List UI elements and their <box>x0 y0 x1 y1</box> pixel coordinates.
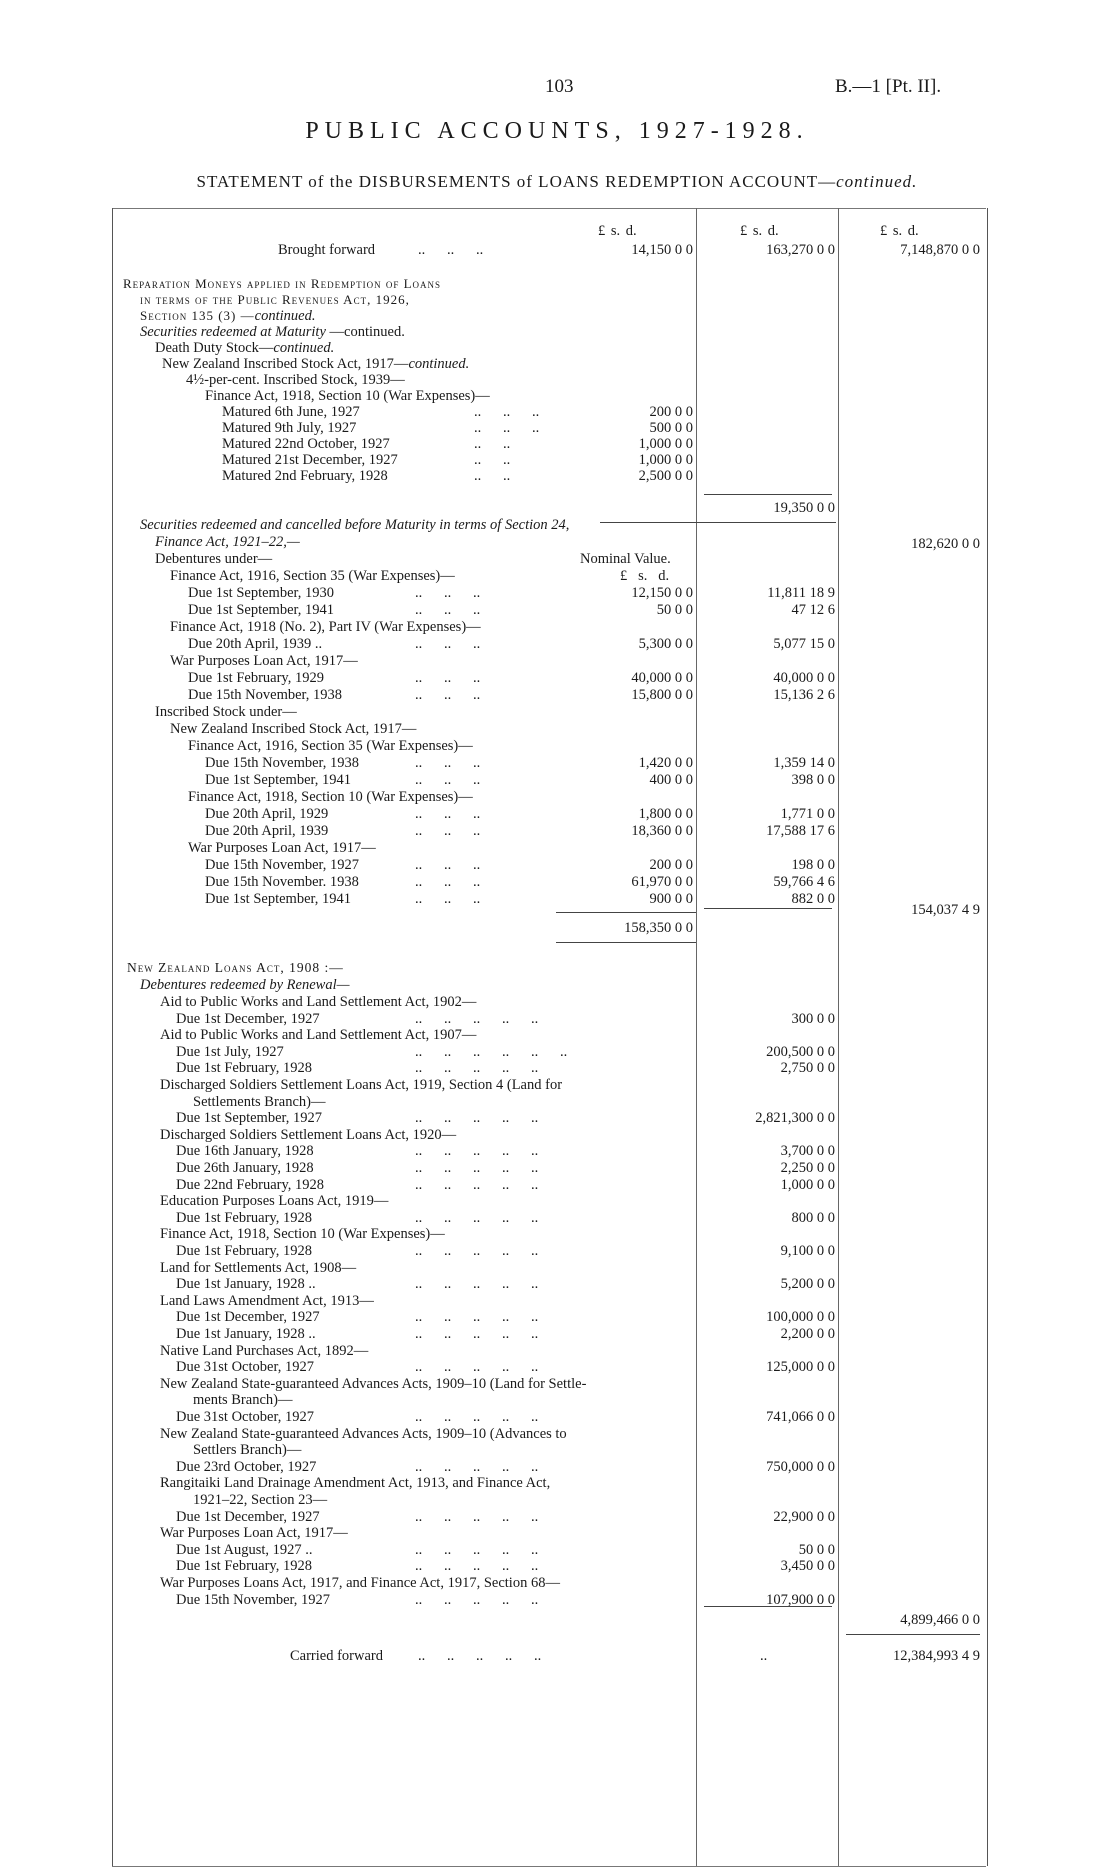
nominal-value-amount: 61,970 0 0 <box>631 874 693 890</box>
redemption-line-label: Due 20th April, 1939 <box>205 823 329 839</box>
act-heading: Inscribed Stock under— <box>155 704 297 720</box>
section2-total: 154,037 4 9 <box>911 902 980 918</box>
redemption-cost-amount: 17,588 17 6 <box>766 823 835 839</box>
death-duty-stock <box>155 340 334 357</box>
nz-inscribed-stock-act <box>162 356 469 373</box>
redemption-line-dots: .. .. .. <box>415 806 481 822</box>
matured-item-dots: .. .. <box>474 452 511 468</box>
section1-heading-line3a: Section 135 (3) — <box>140 308 255 323</box>
redemption-line-label: Due 1st September, 1941 <box>188 602 335 618</box>
act-heading: New Zealand Inscribed Stock Act, 1917— <box>170 721 417 737</box>
renewal-line-dots: .. .. .. .. .. <box>415 1276 539 1293</box>
matured-item-label: Matured 9th July, 1927 <box>222 420 357 436</box>
renewal-amount: 800 0 0 <box>791 1209 835 1226</box>
redemption-line-label: Due 15th November. 1938 <box>205 874 359 890</box>
debentures-under: Debentures under— <box>155 551 273 567</box>
inscribed-stock-1939: 4½-per-cent. Inscribed Stock, 1939— <box>186 372 405 388</box>
nz-inscribed-stock-act-b: continued. <box>408 356 470 372</box>
redemption-line-label: Due 1st September, 1941 <box>205 772 352 788</box>
renewal-line-dots: .. .. .. .. .. <box>415 1326 539 1342</box>
redemption-line-dots: .. .. .. <box>415 755 481 771</box>
section2-heading-line2: Finance Act, 1921–22,— <box>155 534 300 550</box>
renewal-amount: 200,500 0 0 <box>766 1043 835 1060</box>
matured-item-label: Matured 22nd October, 1927 <box>222 436 390 452</box>
renewal-line-dots: .. .. .. .. .. <box>415 1591 539 1608</box>
redemption-line-label: Due 15th November, 1927 <box>205 857 360 873</box>
redemption-cost-amount: 882 0 0 <box>791 891 835 907</box>
redemption-cost-amount: 398 0 0 <box>791 772 835 788</box>
renewal-line-label: Land for Settlements Act, 1908— <box>160 1259 357 1276</box>
renewal-line-label: ments Branch)— <box>193 1392 293 1409</box>
renewal-line-dots: .. .. .. .. .. <box>415 1060 539 1077</box>
redemption-line-label: Due 15th November, 1938 <box>205 755 360 771</box>
securities-at-maturity-b: —continued. <box>325 324 405 340</box>
nominal-total-rule <box>556 912 696 913</box>
column-heading-3: £ s. d. <box>880 223 919 239</box>
renewal-line-label: Rangitaiki Land Drainage Amendment Act, 1913, and Finance Act, <box>160 1475 551 1492</box>
renewal-line-label: Due 1st February, 1928 <box>176 1243 312 1259</box>
death-duty-stock-b: continued. <box>273 340 335 356</box>
act-heading: Finance Act, 1918, Section 10 (War Expenses)— <box>188 789 473 805</box>
death-duty-stock-a: Death Duty Stock— <box>155 340 274 356</box>
redemption-cost-amount: 15,136 2 6 <box>773 687 835 703</box>
column-rule-2 <box>838 208 839 1866</box>
matured-item-amount: 1,000 0 0 <box>638 436 693 452</box>
renewal-line-label: Due 23rd October, 1927 <box>176 1458 317 1475</box>
redemption-cost-amount: 1,771 0 0 <box>780 806 835 822</box>
act-heading: War Purposes Loan Act, 1917— <box>170 653 358 669</box>
nominal-total: 158,350 0 0 <box>624 920 693 936</box>
renewal-line-label: Due 1st December, 1927 <box>176 1010 320 1027</box>
nominal-value-amount: 1,800 0 0 <box>638 806 693 822</box>
matured-item-label: Matured 2nd February, 1928 <box>222 468 388 484</box>
renewal-amount: 9,100 0 0 <box>780 1243 835 1259</box>
carried-forward-total: 12,384,993 4 9 <box>893 1648 980 1664</box>
renewal-amount: 741,066 0 0 <box>766 1409 835 1425</box>
renewal-line-dots: .. .. .. .. .. <box>415 1541 539 1558</box>
renewal-line-label: Settlements Branch)— <box>193 1093 326 1110</box>
redemption-line-dots: .. .. .. <box>415 687 481 703</box>
renewal-line-label: Due 16th January, 1928 <box>176 1143 314 1160</box>
debentures-by-renewal: Debentures redeemed by Renewal— <box>140 977 350 993</box>
redemption-cost-amount: 47 12 6 <box>791 602 835 618</box>
act-heading: Finance Act, 1916, Section 35 (War Expenses)— <box>188 738 473 754</box>
renewal-line-label: Aid to Public Works and Land Settlement Act, 1902— <box>160 994 477 1010</box>
renewal-line-label: Due 1st August, 1927 .. <box>176 1541 313 1558</box>
section3-total-rule <box>704 1606 832 1607</box>
column-heading-2: £ s. d. <box>740 223 779 239</box>
matured-item-amount: 1,000 0 0 <box>638 452 693 468</box>
renewal-line-label: 1921–22, Section 23— <box>193 1492 328 1508</box>
matured-item-dots: .. .. .. <box>474 404 540 420</box>
section1-total-rule <box>600 522 836 523</box>
redemption-line-label: Due 20th April, 1929 <box>205 806 329 822</box>
redemption-line-dots: .. .. .. <box>415 772 481 788</box>
renewal-line-label: Due 1st January, 1928 .. <box>176 1276 316 1293</box>
renewal-line-label: New Zealand State-guaranteed Advances Acts, 1909–10 (Land for Settle- <box>160 1375 587 1392</box>
securities-at-maturity <box>140 324 405 341</box>
renewal-line-dots: .. .. .. .. .. <box>415 1110 539 1127</box>
renewal-line-dots: .. .. .. .. .. <box>415 1143 539 1160</box>
redemption-line-label: Due 15th November, 1938 <box>188 687 343 703</box>
redemption-cost-amount: 11,811 18 9 <box>767 585 835 601</box>
renewal-amount: 2,250 0 0 <box>780 1160 835 1176</box>
renewal-line-dots: .. .. .. .. .. <box>415 1458 539 1475</box>
finance-act-1918-s10: Finance Act, 1918, Section 10 (War Expenses)— <box>205 388 490 404</box>
renewal-amount: 22,900 0 0 <box>773 1508 835 1525</box>
renewal-line-label: Due 31st October, 1927 <box>176 1359 314 1376</box>
securities-at-maturity-a: Securities redeemed at Maturity <box>140 324 326 340</box>
section1-heading-line3 <box>140 308 315 325</box>
nominal-value-amount: 5,300 0 0 <box>638 636 693 652</box>
renewal-line-label: Due 26th January, 1928 <box>176 1160 314 1176</box>
redemption-line-dots: .. .. .. <box>415 670 481 686</box>
renewal-amount: 2,821,300 0 0 <box>755 1110 835 1127</box>
renewal-line-label: Aid to Public Works and Land Settlement Act, 1907— <box>160 1027 477 1044</box>
matured-item-amount: 200 0 0 <box>649 404 693 420</box>
renewal-line-label: Due 1st December, 1927 <box>176 1508 320 1525</box>
matured-item-dots: .. .. <box>474 468 511 484</box>
matured-item-dots: .. .. <box>474 436 511 452</box>
carried-forward-label: Carried forward <box>290 1648 383 1664</box>
brought-forward-col1: 14,150 0 0 <box>631 242 693 258</box>
renewal-amount: 107,900 0 0 <box>766 1591 835 1608</box>
section1-subtotal-rule <box>704 494 832 495</box>
redemption-line-dots: .. .. .. <box>415 874 481 890</box>
renewal-amount: 3,450 0 0 <box>780 1558 835 1575</box>
section2-total-rule <box>556 942 696 943</box>
redemption-cost-amount: 40,000 0 0 <box>773 670 835 686</box>
section1-heading-line3b: continued. <box>254 308 316 324</box>
renewal-amount: 300 0 0 <box>791 1010 835 1027</box>
renewal-line-dots: .. .. .. .. .. <box>415 1160 539 1176</box>
column-rule-1 <box>696 208 697 1866</box>
section2-subtotal-rule <box>704 908 832 909</box>
renewal-line-label: New Zealand State-guaranteed Advances Acts, 1909–10 (Advances to <box>160 1425 567 1442</box>
renewal-line-label: Finance Act, 1918, Section 10 (War Expenses)— <box>160 1226 445 1243</box>
renewal-line-label: Due 15th November, 1927 <box>176 1591 331 1608</box>
renewal-line-dots: .. .. .. .. .. <box>415 1010 539 1027</box>
renewal-line-label: Discharged Soldiers Settlement Loans Act, 1920— <box>160 1126 457 1143</box>
subtitle-main: STATEMENT of the DISBURSEMENTS of LOANS REDEMPTION ACCOUNT— <box>196 172 837 191</box>
renewal-amount: 5,200 0 0 <box>780 1276 835 1293</box>
redemption-line-label: Due 1st September, 1930 <box>188 585 335 601</box>
renewal-amount: 1,000 0 0 <box>780 1176 835 1193</box>
renewal-amount: 2,750 0 0 <box>780 1060 835 1077</box>
matured-item-dots: .. .. .. <box>474 420 540 436</box>
redemption-line-label: Due 1st February, 1929 <box>188 670 324 686</box>
renewal-amount: 100,000 0 0 <box>766 1309 835 1326</box>
renewal-line-dots: .. .. .. .. .. <box>415 1176 539 1193</box>
nz-loans-act-heading: New Zealand Loans Act, 1908 :— <box>127 960 344 975</box>
renewal-line-label: War Purposes Loans Act, 1917, and Finance Act, 1917, Section 68— <box>160 1575 560 1591</box>
nominal-value-amount: 200 0 0 <box>649 857 693 873</box>
renewal-line-dots: .. .. .. .. .. <box>415 1558 539 1575</box>
renewal-line-dots: .. .. .. .. .. <box>415 1309 539 1326</box>
brought-forward-col3: 7,148,870 0 0 <box>900 242 980 258</box>
nominal-value-amount: 1,420 0 0 <box>638 755 693 771</box>
renewal-line-dots: .. .. .. .. .. <box>415 1359 539 1376</box>
matured-item-amount: 2,500 0 0 <box>638 468 693 484</box>
carried-forward-col2-dots: .. <box>760 1648 768 1664</box>
nominal-value-amount: 50 0 0 <box>656 602 693 618</box>
page-title: PUBLIC ACCOUNTS, 1927-1928. <box>305 118 809 144</box>
nz-inscribed-stock-act-a: New Zealand Inscribed Stock Act, 1917— <box>162 356 409 372</box>
redemption-cost-amount: 59,766 4 6 <box>773 874 835 890</box>
matured-item-label: Matured 6th June, 1927 <box>222 404 360 420</box>
redemption-line-dots: .. .. .. <box>415 891 481 907</box>
renewal-amount: 50 0 0 <box>798 1541 835 1558</box>
nominal-value-amount: 900 0 0 <box>649 891 693 907</box>
renewal-line-label: Discharged Soldiers Settlement Loans Act, 1919, Section 4 (Land for <box>160 1077 563 1093</box>
document-reference: B.—1 [Pt. II]. <box>835 76 942 97</box>
renewal-line-label: Due 1st January, 1928 .. <box>176 1326 316 1342</box>
matured-item-amount: 500 0 0 <box>649 420 693 436</box>
renewal-line-label: Education Purposes Loans Act, 1919— <box>160 1193 389 1210</box>
nominal-value-amount: 400 0 0 <box>649 772 693 788</box>
subtitle-continued: continued. <box>836 172 918 191</box>
renewal-line-label: Due 1st February, 1928 <box>176 1209 312 1226</box>
renewal-line-label: Due 1st December, 1927 <box>176 1309 320 1326</box>
section1-heading-line1: Reparation Moneys applied in Redemption of Loans <box>123 276 442 291</box>
redemption-cost-amount: 5,077 15 0 <box>773 636 835 652</box>
renewal-line-dots: .. .. .. .. .. <box>415 1508 539 1525</box>
redemption-line-dots: .. .. .. <box>415 823 481 839</box>
section1-heading-line2: in terms of the Public Revenues Act, 1926, <box>140 292 410 307</box>
redemption-line-label: Due 20th April, 1939 .. <box>188 636 323 652</box>
section2-heading-line1: Securities redeemed and cancelled before Maturity in terms of Section 24, <box>140 517 570 533</box>
nominal-value-amount: 18,360 0 0 <box>631 823 693 839</box>
redemption-line-dots: .. .. .. <box>415 857 481 873</box>
redemption-line-dots: .. .. .. <box>415 636 481 652</box>
nominal-value-amount: 15,800 0 0 <box>631 687 693 703</box>
fa-1916-s35: Finance Act, 1916, Section 35 (War Expenses)— <box>170 568 455 584</box>
renewal-line-dots: .. .. .. .. .. <box>415 1243 539 1259</box>
renewal-amount: 125,000 0 0 <box>766 1359 835 1376</box>
column-heading-1: £ s. d. <box>598 223 637 239</box>
redemption-cost-amount: 198 0 0 <box>791 857 835 873</box>
renewal-line-label: Due 1st September, 1927 <box>176 1110 323 1127</box>
section3-total: 4,899,466 0 0 <box>900 1612 980 1629</box>
redemption-line-label: Due 1st September, 1941 <box>205 891 352 907</box>
renewal-amount: 3,700 0 0 <box>780 1143 835 1160</box>
brought-forward-dots: .. .. .. <box>418 242 484 258</box>
renewal-line-dots: .. .. .. .. .. <box>415 1209 539 1226</box>
carried-forward-dots: .. .. .. .. .. <box>418 1648 542 1664</box>
brought-forward-col2: 163,270 0 0 <box>766 242 835 258</box>
nominal-value-heading: Nominal Value. <box>580 551 671 567</box>
redemption-cost-amount: 1,359 14 0 <box>773 755 835 771</box>
renewal-line-label: Due 1st July, 1927 <box>176 1043 284 1060</box>
section3-total-underline <box>846 1634 980 1635</box>
section1-subtotal: 19,350 0 0 <box>773 500 835 516</box>
renewal-amount: 750,000 0 0 <box>766 1458 835 1475</box>
nominal-value-units: £ s. d. <box>620 568 670 584</box>
renewal-line-dots: .. .. .. .. .. .. <box>415 1043 568 1060</box>
renewal-line-label: Due 31st October, 1927 <box>176 1409 314 1425</box>
renewal-amount: 2,200 0 0 <box>780 1326 835 1342</box>
renewal-line-label: Due 22nd February, 1928 <box>176 1176 325 1193</box>
renewal-line-label: Settlers Branch)— <box>193 1442 302 1459</box>
renewal-line-dots: .. .. .. .. .. <box>415 1409 539 1425</box>
page-number: 103 <box>545 76 574 97</box>
nominal-value-amount: 12,150 0 0 <box>631 585 693 601</box>
section1-total: 182,620 0 0 <box>911 536 980 552</box>
renewal-line-label: Due 1st February, 1928 <box>176 1060 312 1077</box>
act-heading: War Purposes Loan Act, 1917— <box>188 840 376 856</box>
renewal-line-label: Due 1st February, 1928 <box>176 1558 312 1575</box>
renewal-line-label: Native Land Purchases Act, 1892— <box>160 1342 369 1359</box>
redemption-line-dots: .. .. .. <box>415 602 481 618</box>
redemption-line-dots: .. .. .. <box>415 585 481 601</box>
matured-item-label: Matured 21st December, 1927 <box>222 452 398 468</box>
act-heading: Finance Act, 1918 (No. 2), Part IV (War Expenses)— <box>170 619 481 635</box>
renewal-line-label: War Purposes Loan Act, 1917— <box>160 1525 348 1542</box>
brought-forward-label: Brought forward <box>278 242 376 258</box>
statement-subtitle <box>0 172 1114 192</box>
nominal-value-amount: 40,000 0 0 <box>631 670 693 686</box>
renewal-line-label: Land Laws Amendment Act, 1913— <box>160 1292 374 1309</box>
